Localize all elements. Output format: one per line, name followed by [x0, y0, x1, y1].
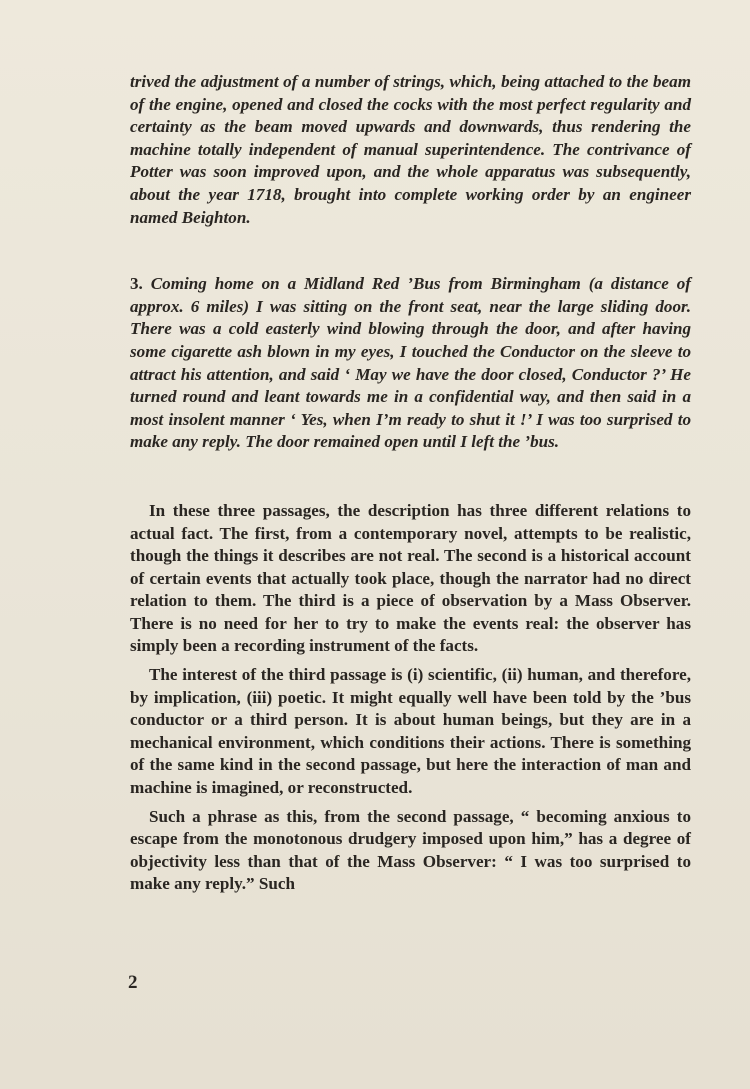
- passage-text: Coming home on a Midland Red ’Bus from Birmingham (a distance of approx. 6 miles) I was sitting on the front seat, near the large sliding door. There was a cold easterly wind blowing through the door, and after having some cigarette ash blown in my eyes, I touched the Conductor on the sleeve to attract his attention, and said ‘ May we have the door closed, Conductor ?’ He turned round and leant towards me in a confidential way, and then said in a most insolent manner ‘ Yes, when I’m ready to shut it !’ I was too surprised to make any reply. The door remained open until I left the ’bus.: [130, 274, 691, 452]
- commentary-paragraph: In these three passages, the description has three different relations to actual fact. The first, from a contemporary novel, attempts to be realistic, though the things it describes are not real. The second is a historical account of certain events that actually took place, though the narrator had no direct relation to them. The third is a piece of observation by a Mass Observer. There is no need for her to try to make the events real: the observer has simply been a recording instrument of the facts.: [130, 500, 691, 656]
- commentary: [130, 500, 691, 896]
- quoted-passage-3: [130, 273, 691, 454]
- page-number: 2: [128, 972, 138, 993]
- quoted-passage-2-continuation: trived the adjustment of a number of strings, which, being attached to the beam of the engine, opened and closed the cocks with the most perfect regularity and certainty as the beam moved upwards and downwards, thus rendering the machine totally independent of manual superintendence. The contrivance of Potter was soon improved upon, and the whole apparatus was subsequently, about the year 1718, brought into complete working order by an engineer named Beighton.: [130, 72, 691, 227]
- commentary-paragraph: Such a phrase as this, from the second passage, “ becoming anxious to escape from the monotonous drudgery imposed upon him,” has a degree of objectivity less than that of the Mass Observer: “ I was too surprised to make any reply.” Such: [130, 806, 691, 894]
- commentary-paragraph: The interest of the third passage is (i) scientific, (ii) human, and therefore, by implication, (iii) poetic. It might equally well have been told by the ’bus conductor or a third person. It is about human beings, but they are in a mechanical environment, which conditions their actions. There is something of the same kind in the second passage, but here the interaction of man and machine is imagined, or reconstructed.: [130, 665, 691, 798]
- text-column: [130, 71, 691, 896]
- passage-number: 3.: [130, 274, 143, 294]
